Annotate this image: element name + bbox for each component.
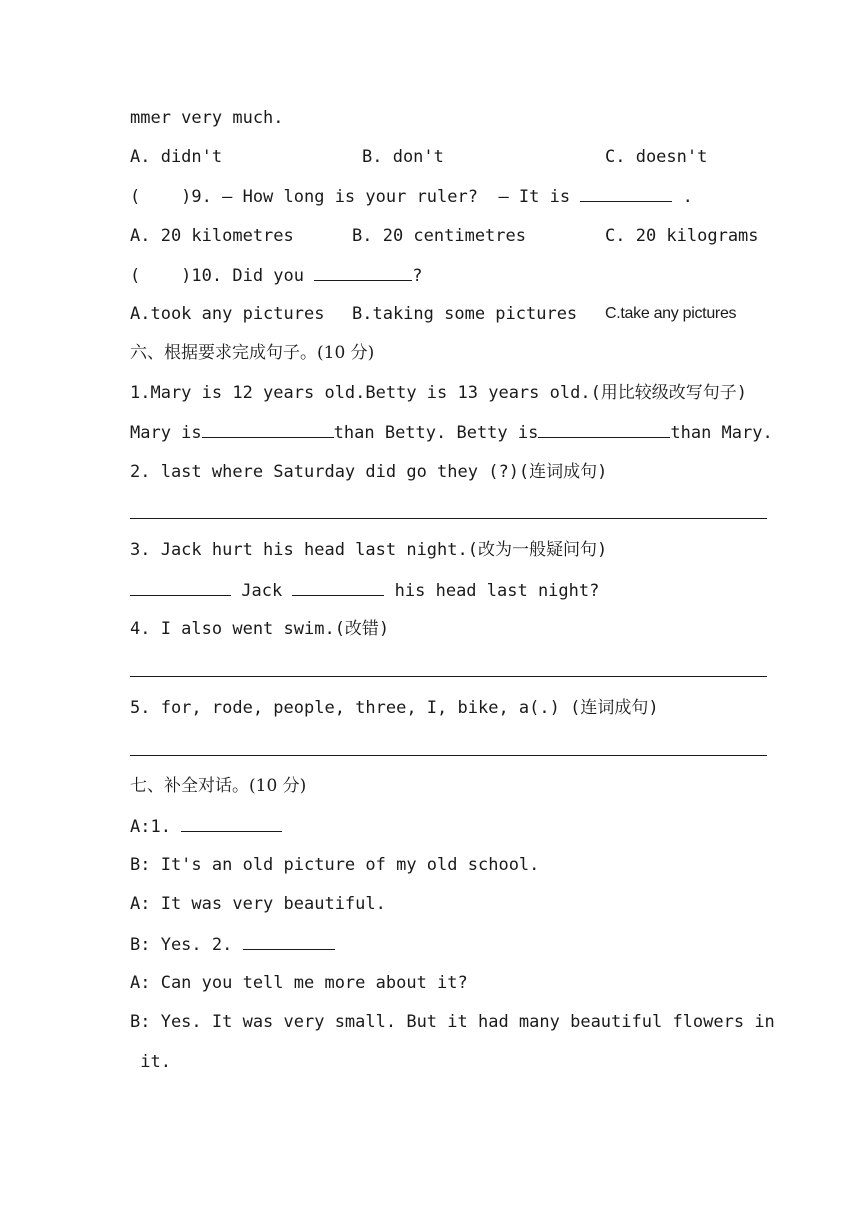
sentence-5-question: 5. for, rode, people, three, I, bike, a(.) (连词成句) [130, 698, 659, 718]
sentence-3-answer [130, 579, 599, 602]
sentence-1-question: 1.Mary is 12 years old.Betty is 13 years old.(用比较级改写句子) [130, 383, 748, 403]
dialogue-line-6: B: Yes. It was very small. But it had many beautiful flowers in [130, 1012, 775, 1032]
q9-option-a: A. 20 kilometres [130, 226, 294, 246]
dialogue-line-7: it. [130, 1052, 171, 1072]
answer-blank [202, 421, 334, 438]
sentence-3-end: his head last night? [384, 581, 600, 601]
q10-option-a: A.took any pictures [130, 304, 325, 324]
question-10-text: ( )10. Did you [130, 266, 304, 286]
answer-blank [538, 421, 670, 438]
answer-blank [181, 815, 282, 832]
sentence-1-part-3: than Mary. [670, 423, 773, 443]
answer-blank [314, 264, 412, 281]
dialogue-line-3: A: It was very beautiful. [130, 894, 386, 914]
sentence-1-part-2: than Betty. Betty is [333, 423, 539, 443]
q9-option-b: B. 20 centimetres [352, 226, 526, 246]
dialogue-line-1-text: A:1. [130, 817, 171, 837]
q8-option-b: B. don't [362, 147, 444, 167]
answer-blank [292, 579, 384, 596]
q10-option-b: B.taking some pictures [352, 304, 578, 324]
dialogue-line-5: A: Can you tell me more about it? [130, 973, 468, 993]
sentence-2-question: 2. last where Saturday did go they (?)(连词成句) [130, 462, 608, 482]
dialogue-line-4-text: B: Yes. 2. [130, 935, 233, 955]
dialogue-line-4 [130, 933, 335, 956]
section-6-title: 六、根据要求完成句子。(10 分) [130, 343, 375, 363]
q8-option-c: C. doesn't [605, 147, 708, 167]
continued-sentence: mmer very much. [130, 108, 284, 128]
answer-blank [580, 185, 672, 202]
question-10 [130, 264, 423, 287]
q10-option-c: C.take any pictures [605, 305, 737, 322]
sentence-3-mid: Jack [231, 581, 293, 601]
answer-blank [130, 579, 231, 596]
sentence-3-question: 3. Jack hurt his head last night.(改为一般疑问句) [130, 540, 608, 560]
answer-line [130, 755, 767, 756]
question-9-end: . [682, 187, 693, 207]
answer-line [130, 676, 767, 677]
sentence-1-part-1: Mary is [130, 423, 202, 443]
section-7-title: 七、补全对话。(10 分) [130, 776, 307, 796]
q9-option-c: C. 20 kilograms [605, 226, 759, 246]
question-10-end: ? [412, 266, 423, 286]
question-9 [130, 185, 693, 208]
answer-line [130, 518, 767, 519]
dialogue-line-2: B: It's an old picture of my old school. [130, 855, 540, 875]
sentence-4-question: 4. I also went swim.(改错) [130, 619, 390, 639]
answer-blank [243, 933, 335, 950]
q8-option-a: A. didn't [130, 147, 223, 167]
dialogue-line-1 [130, 815, 282, 838]
sentence-1-answer [130, 421, 773, 444]
question-9-text: ( )9. — How long is your ruler? — It is [130, 187, 571, 207]
